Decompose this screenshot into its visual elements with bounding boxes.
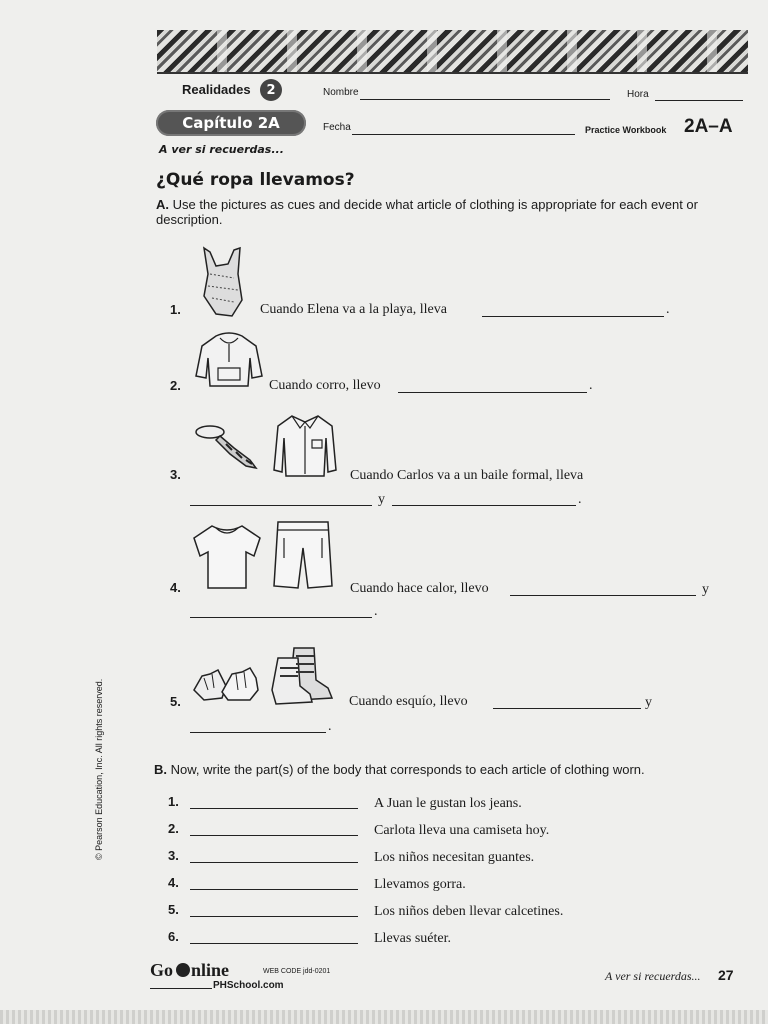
b-item-2-number: 2. bbox=[168, 821, 179, 836]
globe-icon bbox=[176, 963, 190, 977]
a-item-4-text: Cuando hace calor, llevo bbox=[350, 581, 489, 596]
shorts-icon bbox=[270, 518, 336, 594]
footer-section: A ver si recuerdas... bbox=[605, 969, 701, 983]
copyright-notice: © Pearson Education, Inc. All rights reserved. bbox=[94, 678, 104, 860]
nombre-field[interactable] bbox=[360, 99, 610, 100]
a-item-4-join: y bbox=[702, 582, 709, 597]
a-item-1-end: . bbox=[666, 302, 670, 317]
part-b-text: Now, write the part(s) of the body that corresponds to each article of clothing worn. bbox=[170, 762, 645, 777]
b-item-4-number: 4. bbox=[168, 875, 179, 890]
a-item-4-answer-1[interactable] bbox=[510, 595, 696, 596]
a-item-4-end: . bbox=[374, 604, 378, 619]
a-item-5-text: Cuando esquío, llevo bbox=[349, 694, 468, 709]
a-item-3-text: Cuando Carlos va a un baile formal, lleva bbox=[350, 468, 584, 483]
go-online-logo bbox=[150, 960, 229, 981]
workbook-code: 2A–A bbox=[684, 116, 733, 137]
workbook-label: Practice Workbook bbox=[585, 125, 667, 135]
book-title: Realidades bbox=[182, 82, 251, 97]
part-a-text: Use the pictures as cues and decide what article of clothing is appropriate for each event or description. bbox=[156, 197, 698, 227]
decorative-banner-overlay bbox=[157, 30, 748, 72]
b-item-6-number: 6. bbox=[168, 929, 179, 944]
web-code: WEB CODE jdd-0201 bbox=[263, 968, 331, 975]
a-item-5-answer-1[interactable] bbox=[493, 708, 641, 709]
b-item-6-text: Llevas suéter. bbox=[374, 931, 451, 946]
a-item-3-answer-1[interactable] bbox=[190, 505, 372, 506]
go-online-go: Go bbox=[150, 960, 174, 980]
section-label: A ver si recuerdas... bbox=[159, 143, 284, 156]
part-a-letter: A. bbox=[156, 197, 169, 212]
a-item-3-join: y bbox=[378, 492, 385, 507]
a-item-4-answer-2[interactable] bbox=[190, 617, 372, 618]
level-badge: 2 bbox=[260, 79, 282, 101]
a-item-2-end: . bbox=[589, 378, 593, 393]
part-b-instructions bbox=[154, 762, 749, 777]
page-title: ¿Qué ropa llevamos? bbox=[156, 170, 355, 190]
phschool-link[interactable]: PHSchool.com bbox=[213, 980, 284, 991]
b-item-5-number: 5. bbox=[168, 902, 179, 917]
b-item-3-answer[interactable] bbox=[190, 862, 358, 863]
a-item-3-answer-2[interactable] bbox=[392, 505, 576, 506]
a-item-1-answer[interactable] bbox=[482, 316, 664, 317]
go-online-nline: nline bbox=[191, 960, 230, 980]
a-item-3-end: . bbox=[578, 492, 582, 507]
hora-label: Hora bbox=[627, 89, 649, 100]
a-item-5-number: 5. bbox=[170, 694, 181, 709]
a-item-5-end: . bbox=[328, 719, 332, 734]
hora-field[interactable] bbox=[655, 100, 743, 101]
part-a-instructions bbox=[156, 197, 746, 227]
a-item-1-text: Cuando Elena va a la playa, lleva bbox=[260, 302, 447, 317]
a-item-2-text: Cuando corro, llevo bbox=[269, 378, 381, 393]
part-b-letter: B. bbox=[154, 762, 167, 777]
b-item-2-text: Carlota lleva una camiseta hoy. bbox=[374, 823, 550, 838]
b-item-5-text: Los niños deben llevar calcetines. bbox=[374, 904, 564, 919]
b-item-6-answer[interactable] bbox=[190, 943, 358, 944]
a-item-1-number: 1. bbox=[170, 302, 181, 317]
b-item-4-answer[interactable] bbox=[190, 889, 358, 890]
sweatshirt-icon bbox=[194, 332, 264, 390]
a-item-3-number: 3. bbox=[170, 467, 181, 482]
gloves-icon bbox=[192, 664, 262, 704]
t-shirt-icon bbox=[190, 522, 264, 592]
a-item-2-number: 2. bbox=[170, 378, 181, 393]
a-item-4-number: 4. bbox=[170, 580, 181, 595]
swimsuit-icon bbox=[194, 244, 248, 320]
scan-edge bbox=[0, 1010, 768, 1024]
footer-rule bbox=[150, 988, 212, 989]
b-item-3-number: 3. bbox=[168, 848, 179, 863]
tie-icon bbox=[194, 420, 260, 472]
nombre-label: Nombre bbox=[323, 87, 359, 98]
a-item-5-answer-2[interactable] bbox=[190, 732, 326, 733]
b-item-1-number: 1. bbox=[168, 794, 179, 809]
b-item-5-answer[interactable] bbox=[190, 916, 358, 917]
a-item-5-join: y bbox=[645, 695, 652, 710]
b-item-3-text: Los niños necesitan guantes. bbox=[374, 850, 535, 865]
b-item-1-answer[interactable] bbox=[190, 808, 358, 809]
a-item-2-answer[interactable] bbox=[398, 392, 587, 393]
fecha-label: Fecha bbox=[323, 122, 351, 133]
chapter-badge: Capítulo 2A bbox=[156, 110, 306, 136]
page-number: 27 bbox=[718, 967, 734, 983]
ski-boots-icon bbox=[270, 644, 340, 706]
b-item-4-text: Llevamos gorra. bbox=[374, 877, 466, 892]
b-item-2-answer[interactable] bbox=[190, 835, 358, 836]
b-item-1-text: A Juan le gustan los jeans. bbox=[374, 796, 522, 811]
fecha-field[interactable] bbox=[352, 134, 575, 135]
dress-shirt-icon bbox=[272, 412, 338, 480]
